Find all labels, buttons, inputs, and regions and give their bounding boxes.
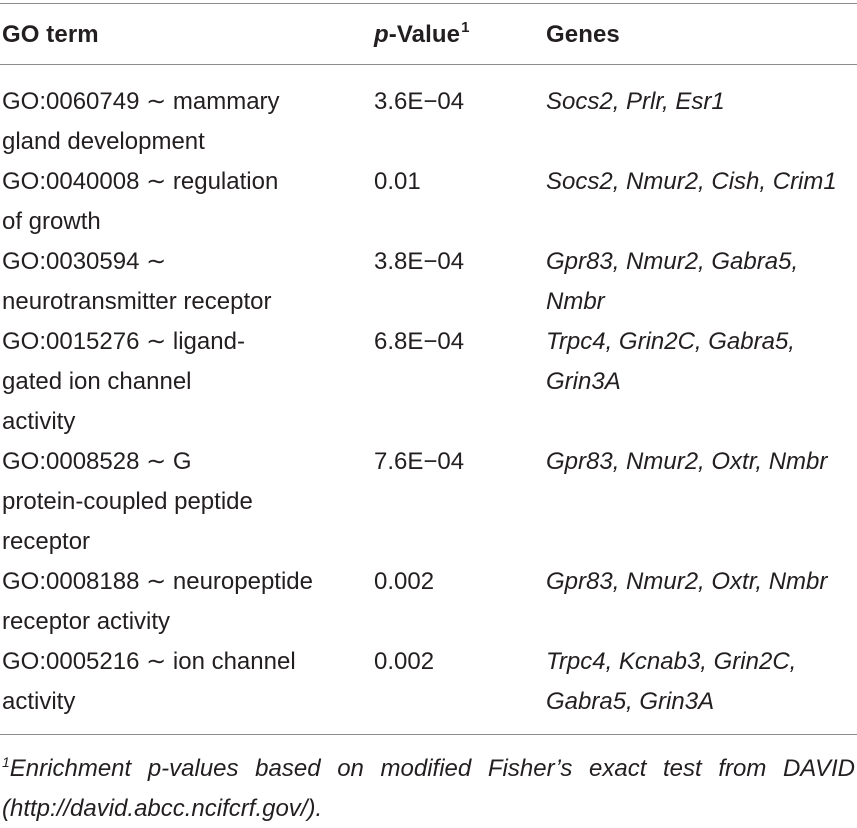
genes-line: Trpc4, Kcnab3, Grin2C, [546, 648, 797, 675]
go-term-line: GO:0008528 ∼ G [2, 448, 192, 475]
p-value-cell: 3.8E−04 [374, 248, 465, 275]
header-p-value-rest: -Value [388, 21, 461, 48]
go-term-cell [2, 562, 347, 642]
genes-line: Gpr83, Nmur2, Oxtr, Nmbr [546, 568, 828, 595]
go-term-cell [2, 642, 347, 722]
genes-cell [546, 442, 856, 482]
go-term-line: GO:0040008 ∼ regulation [2, 168, 279, 195]
go-term-line: GO:0060749 ∼ mammary [2, 88, 280, 115]
go-term-cell [2, 322, 347, 442]
genes-cell [546, 322, 856, 402]
table-row [0, 442, 857, 562]
go-term-line: GO:0005216 ∼ ion channel [2, 648, 296, 675]
go-term-line: gland development [2, 128, 205, 155]
go-term-line: neurotransmitter receptor [2, 288, 272, 315]
go-term-line: gated ion channel [2, 368, 192, 395]
table-footnote [2, 750, 855, 828]
go-term-line: GO:0015276 ∼ ligand- [2, 328, 245, 355]
go-term-line: protein-coupled peptide [2, 488, 253, 515]
header-go-term: GO term [2, 21, 99, 48]
p-value-cell: 0.01 [374, 168, 421, 195]
table-row [0, 162, 857, 242]
header-p-value: p-Value$^1$ [374, 19, 470, 48]
go-term-cell [2, 82, 347, 162]
table-row [0, 562, 857, 642]
table-bottom-rule [0, 734, 857, 735]
header-footnote-marker: 1 [461, 19, 470, 36]
go-term-line: GO:0030594 ∼ [2, 248, 167, 275]
table-header-row [0, 4, 857, 64]
genes-line: Gabra5, Grin3A [546, 688, 715, 715]
go-term-cell [2, 162, 347, 242]
genes-line: Grin3A [546, 368, 621, 395]
genes-cell [546, 562, 856, 602]
genes-line: Socs2, Nmur2, Cish, Crim1 [546, 168, 837, 195]
go-term-cell [2, 442, 347, 562]
genes-cell [546, 642, 856, 722]
table-row [0, 322, 857, 442]
table-row [0, 242, 857, 322]
go-term-line: receptor activity [2, 608, 171, 635]
genes-line: Socs2, Prlr, Esr1 [546, 88, 725, 115]
genes-line: Trpc4, Grin2C, Gabra5, [546, 328, 795, 355]
genes-line: Nmbr [546, 288, 605, 315]
genes-cell [546, 162, 856, 202]
go-term-line: of growth [2, 208, 101, 235]
table-body [0, 65, 857, 734]
p-value-cell: 7.6E−04 [374, 448, 465, 475]
footnote-marker: 1 [2, 754, 10, 770]
genes-cell [546, 242, 856, 322]
header-genes: Genes [546, 21, 620, 48]
table-row [0, 82, 857, 162]
table-row [0, 642, 857, 722]
p-value-cell: 0.002 [374, 568, 435, 595]
go-term-cell [2, 242, 347, 322]
footnote-text: Enrichment p-values based on modified Fisher’s exact test from DAVID (http://david.abcc.ncifcrf.gov/). [2, 755, 855, 822]
p-value-cell: 0.002 [374, 648, 435, 675]
go-term-line: GO:0008188 ∼ neuropeptide [2, 568, 314, 595]
go-term-line: receptor [2, 528, 91, 555]
genes-cell [546, 82, 856, 122]
genes-line: Gpr83, Nmur2, Oxtr, Nmbr [546, 448, 828, 475]
go-term-line: activity [2, 408, 76, 435]
p-value-cell: 6.8E−04 [374, 328, 465, 355]
genes-line: Gpr83, Nmur2, Gabra5, [546, 248, 799, 275]
p-value-cell: 3.6E−04 [374, 88, 465, 115]
go-term-line: activity [2, 688, 76, 715]
